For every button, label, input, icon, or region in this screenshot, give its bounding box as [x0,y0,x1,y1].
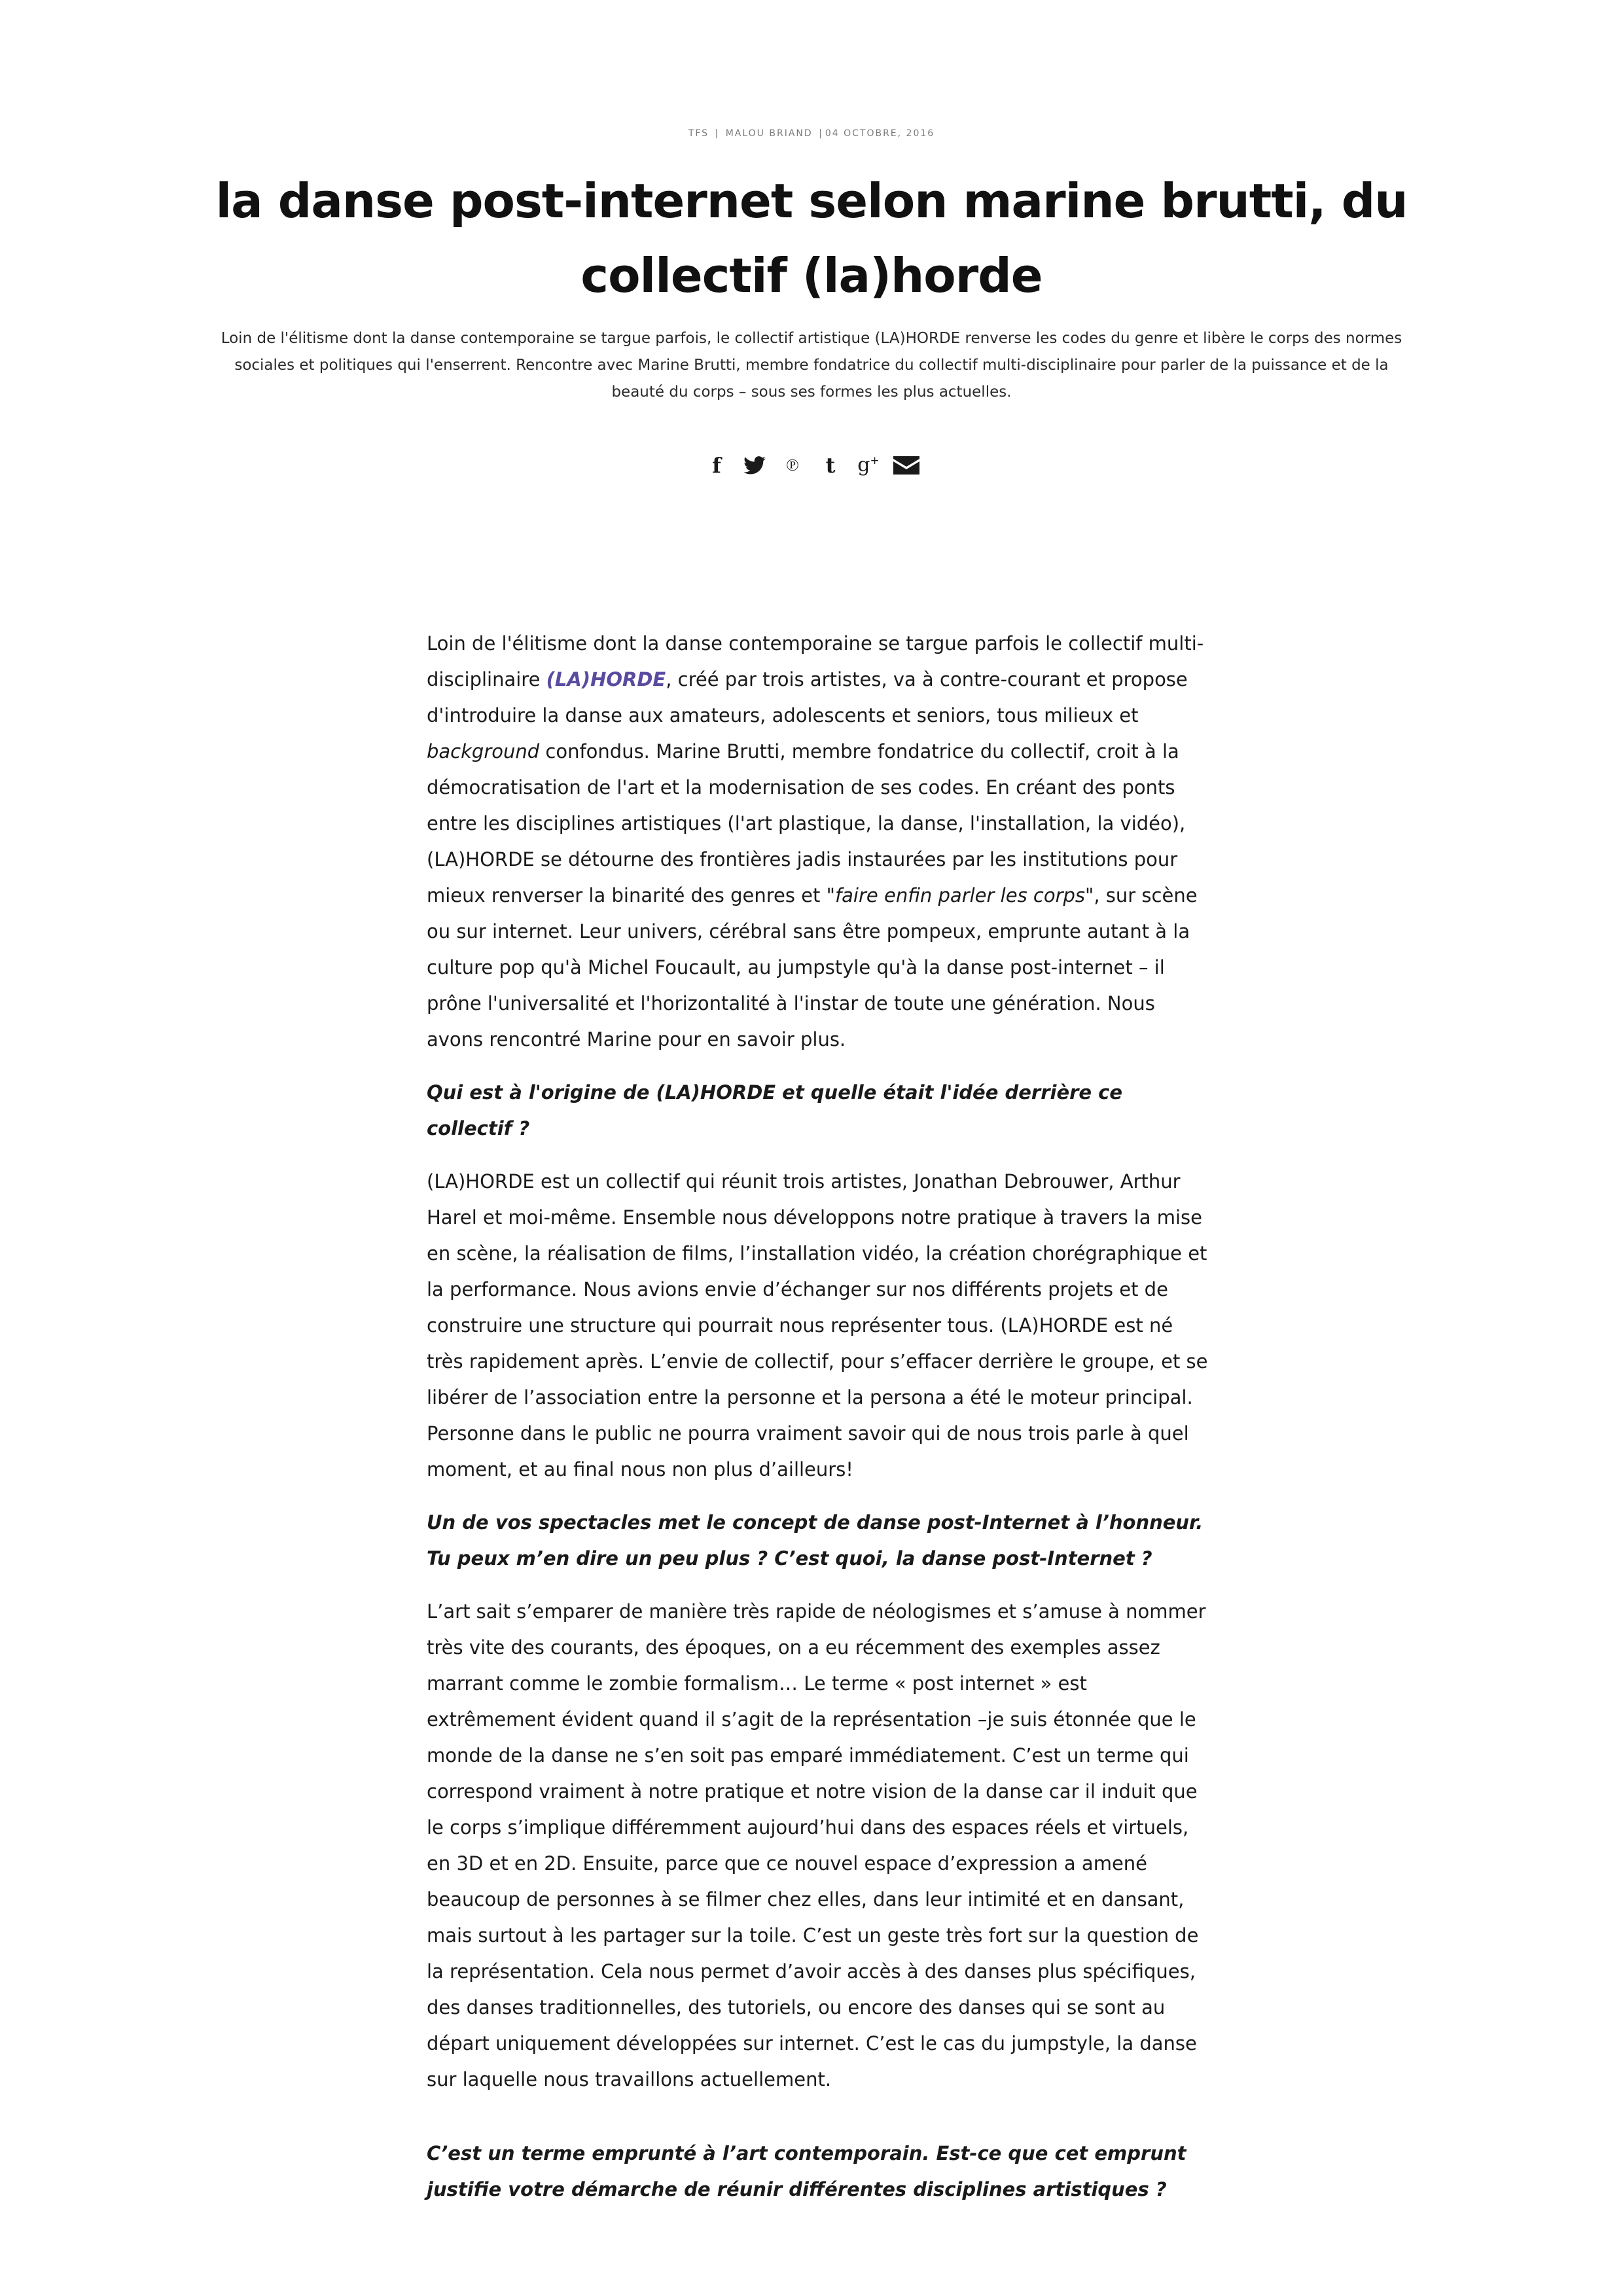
facebook-glyph: f [712,453,721,478]
email-icon[interactable] [887,449,925,482]
meta-author[interactable]: MALOU BRIAND [725,128,813,139]
envelope [893,456,919,475]
tumblr-glyph: t [825,453,836,478]
question-1: Qui est à l'origine de (LA)HORDE et quelle était l'idée derrière ce collectif ? [427,1081,1123,1139]
question-3: C’est un terme emprunté à l’art contemporain. Est-ce que cet emprunt justifie votre démarche de réunir différentes disciplines artistiques ? [427,2142,1186,2200]
twitter-bird [743,456,766,475]
intro-paragraph: Loin de l'élitisme dont la danse contemporaine se targue parfois le collectif multi-disciplinaire (LA)HORDE, créé par trois artistes, va à contre-courant et propose d'introduire la danse aux amateurs, adolescents et seniors, tous milieux et background confondus. Marine Brutti, membre fondatrice du collectif, croit à la démocratisation de l'art et la modernisation de ses codes. En créant des ponts entre les disciplines artistiques (l'art plastique, la danse, l'installation, la vidéo), (LA)HORDE se détourne des frontières jadis instaurées par les institutions pour mieux renverser la binarité des genres et "faire enfin parler les corps", sur scène ou sur internet. Leur univers, cérébral sans être pompeux, emprunte autant à la culture pop qu'à Michel Foucault, au jumpstyle qu'à la danse post-internet – il prône l'universalité et l'horizontalité à l'instar de toute une génération. Nous avons rencontré Marine pour en savoir plus. [427,632,1204,1050]
pinterest-glyph: ℗ [786,456,799,475]
meta-separator: | [715,128,720,139]
facebook-icon[interactable] [698,449,736,482]
answer-2: L’art sait s’emparer de manière très rapide de néologismes et s’amuse à nommer très vite des courants, des époques, on a eu récemment des exemples assez marrant comme le zombie formalism… Le terme « post internet » est extrêmement évident quand il s’agit de la représentation –je suis étonnée que le monde de la danse ne s’en soit pas emparé immédiatement. C’est un terme qui correspond vraiment à notre pratique et notre vision de la danse car il induit que le corps s’implique différemment aujourd’hui dans des espaces réels et virtuels, en 3D et en 2D. Ensuite, parce que ce nouvel espace d’expression a amené beaucoup de personnes à se filmer chez elles, dans leur intimité et en dansant, mais surtout à les partager sur la toile. C’est un geste très fort sur la question de la représentation. Cela nous permet d’avoir accès à des danses plus spécifiques, des danses traditionnelles, des tutoriels, ou encore des danses qui se sont au départ uniquement développées sur internet. C’est le cas du jumpstyle, la danse sur laquelle nous travaillons actuellement. [427,1600,1206,2090]
google-plus-glyph: g+ [857,454,880,476]
google-plus-icon[interactable] [849,449,887,482]
meta-separator: | [819,128,823,139]
article-body [427,626,1212,2225]
twitter-icon[interactable] [736,449,774,482]
meta-date: 04 OCTOBRE, 2016 [825,128,935,139]
article-title: la danse post-internet selon marine brutti, du collectif (la)horde [215,173,1408,303]
pinterest-icon[interactable] [774,449,812,482]
tumblr-icon[interactable] [812,449,849,482]
question-2: Un de vos spectacles met le concept de danse post-Internet à l’honneur. Tu peux m’en dire un peu plus ? C’est quoi, la danse post-Internet ? [427,1511,1204,1570]
lahorde-link[interactable]: (LA)HORDE [546,668,666,691]
answer-1: (LA)HORDE est un collectif qui réunit trois artistes, Jonathan Debrouwer, Arthur Harel et moi-même. Ensemble nous développons notre pratique à travers la mise en scène, la réalisation de films, l’installation vidéo, la création chorégraphique et la performance. Nous avions envie d’échanger sur nos différents projets et de construire une structure qui pourrait nous représenter tous. (LA)HORDE est né très rapidement après. L’envie de collectif, pour s’effacer derrière le groupe, et se libérer de l’association entre la personne et la persona a été le moteur principal. Personne dans le public ne pourra vraiment savoir qui de nous trois parle à quel moment, et au final nous non plus d’ailleurs! [427,1170,1208,1480]
article-lead: Loin de l'élitisme dont la danse contemporaine se targue parfois, le collectif artistique (LA)HORDE renverse les codes du genre et libère le corps des normes sociales et politiques qui l'enserrent. Rencontre avec Marine Brutti, membre fondatrice du collectif multi-disciplinaire pour parler de la puissance et de la beauté du corps – sous ses formes les plus actuelles. [221,330,1402,401]
meta-section[interactable]: TFS [688,128,709,139]
share-bar [0,449,1623,482]
article-meta [0,128,1623,139]
